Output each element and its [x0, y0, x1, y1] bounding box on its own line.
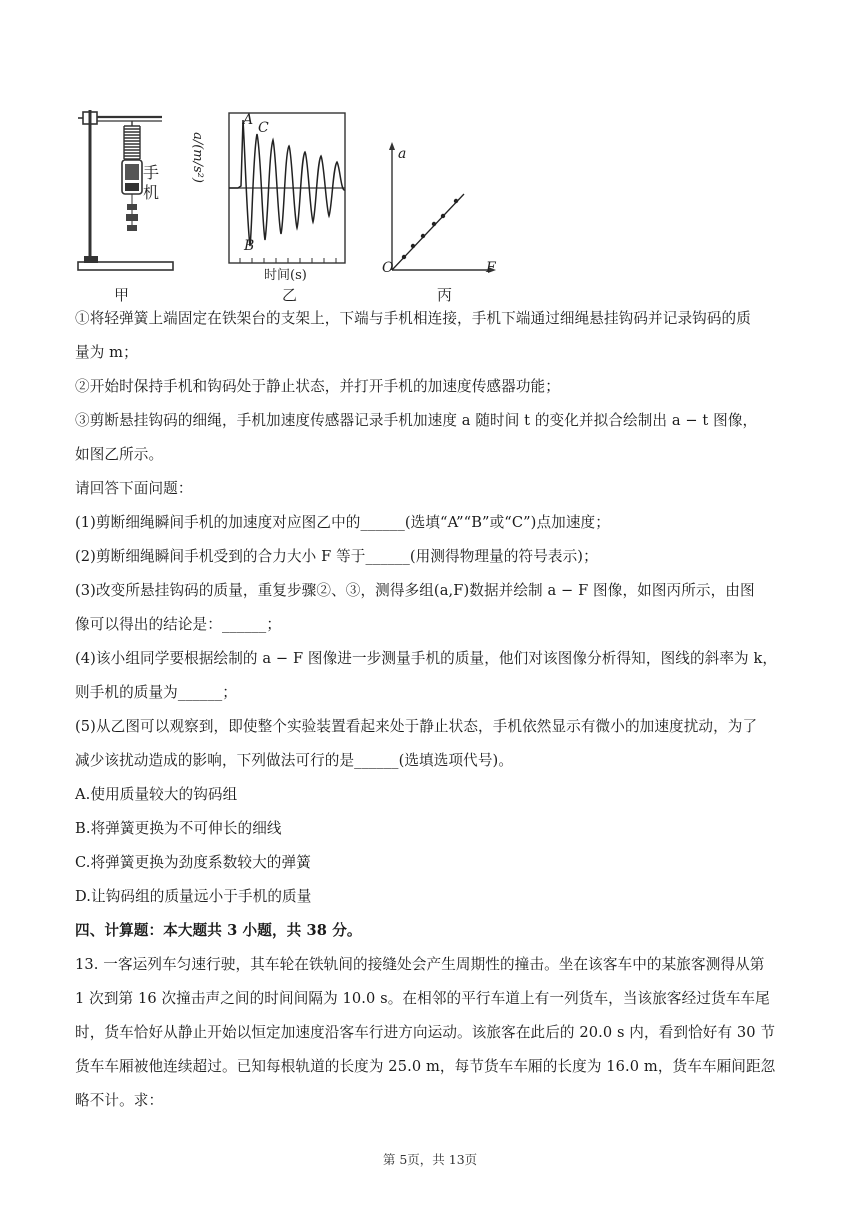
point-B-label: B — [244, 238, 255, 254]
phone-label-1: 手 — [143, 163, 160, 182]
step-3-line-2: 如图乙所示。 — [75, 446, 164, 463]
question-3-line-1: (3)改变所悬挂钩码的质量，重复步骤②、③，测得多组(a,F)数据并绘制 a − F 图像，如图丙所示，由图 — [75, 582, 755, 599]
figures-row — [0, 0, 860, 305]
point-A-label: A — [243, 112, 254, 128]
section-heading: 四、计算题：本大题共 3 小题，共 38 分。 — [75, 922, 362, 939]
question-4-line-2: 则手机的质量为______； — [75, 684, 237, 701]
question-4-line-1: (4)该小组同学要根据绘制的 a − F 图像进一步测量手机的质量，他们对该图像分析得知，图线的斜率为 k， — [75, 650, 778, 667]
figure-yi-xlabel: 时间(s) — [264, 268, 307, 283]
problem-13-line-1: 13. 一客运列车匀速行驶，其车轮在铁轨间的接缝处会产生周期性的撞击。坐在该客车中的某旅客测得从第 — [75, 956, 765, 973]
problem-13-line-3: 时，货车恰好从静止开始以恒定加速度沿客车行进方向运动。该旅客在此后的 20.0 s 内，看到恰好有 30 节 — [75, 1024, 776, 1041]
figure-bing-graph — [378, 140, 498, 276]
figure-yi-ylabel: a/(m/s²) — [189, 132, 205, 183]
figure-bing-caption: 丙 — [437, 286, 453, 304]
figure-bing-axis-x: F — [486, 260, 496, 276]
problem-13-line-2: 1 次到第 16 次撞击声之间的时间间隔为 10.0 s。在相邻的平行车道上有一列货车，当该旅客经过货车车尾 — [75, 990, 770, 1007]
problem-13-line-5: 略不计。求： — [75, 1092, 164, 1109]
point-C-label: C — [258, 120, 269, 136]
figure-jia-caption: 甲 — [114, 286, 130, 304]
question-1: (1)剪断细绳瞬间手机的加速度对应图乙中的______(选填“A”“B”或“C”)点加速度； — [75, 514, 610, 531]
option-D: D.让钩码组的质量远小于手机的质量 — [75, 888, 312, 905]
question-5-line-1: (5)从乙图可以观察到，即使整个实验装置看起来处于静止状态，手机依然显示有微小的加速度扰动，为了 — [75, 718, 758, 735]
step-1-line-1: ①将轻弹簧上端固定在铁架台的支架上，下端与手机相连接，手机下端通过细绳悬挂钩码并记录钩码的质 — [75, 310, 751, 327]
step-1-line-2: 量为 m； — [75, 344, 138, 361]
prompt-line: 请回答下面问题： — [75, 480, 193, 497]
oscillation-curve — [229, 120, 345, 246]
step-3-line-1: ③剪断悬挂钩码的细绳，手机加速度传感器记录手机加速度 a 随时间 t 的变化并拟合绘制出 a − t 图像， — [75, 412, 758, 429]
option-B: B.将弹簧更换为不可伸长的细线 — [75, 820, 282, 837]
phone-label-2: 机 — [143, 183, 160, 202]
figure-bing-origin: O — [382, 260, 394, 276]
question-5-line-2: 减少该扰动造成的影响，下列做法可行的是______(选填选项代号)。 — [75, 752, 514, 769]
question-3-line-2: 像可以得出的结论是：______； — [75, 616, 282, 633]
question-2: (2)剪断细绳瞬间手机受到的合力大小 F 等于______(用测得物理量的符号表示)； — [75, 548, 598, 565]
page-footer: 第 5页，共 13页 — [382, 1152, 478, 1167]
figure-bing-axis-y: a — [398, 146, 407, 162]
option-A: A.使用质量较大的钩码组 — [75, 786, 238, 803]
option-C: C.将弹簧更换为劲度系数较大的弹簧 — [75, 854, 311, 871]
problem-13-line-4: 货车车厢被他连续超过。已知每根轨道的长度为 25.0 m，每节货车车厢的长度为 16.0 m，货车车厢间距忽 — [75, 1058, 776, 1075]
figure-jia-apparatus — [70, 100, 180, 276]
figure-yi-caption: 乙 — [282, 286, 298, 304]
step-2: ②开始时保持手机和钩码处于静止状态，并打开手机的加速度传感器功能； — [75, 378, 560, 395]
question-body — [75, 308, 787, 1112]
